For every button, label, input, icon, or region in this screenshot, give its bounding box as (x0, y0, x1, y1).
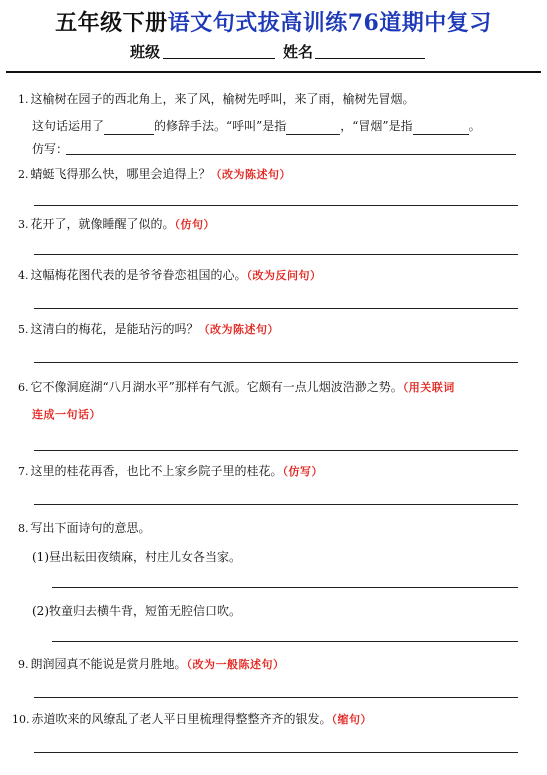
rhetoric-blank[interactable] (104, 120, 154, 135)
question-4 (18, 266, 322, 285)
question-number: 1. (18, 93, 29, 106)
fill-text: 。 (468, 119, 481, 133)
answer-line[interactable] (34, 205, 518, 206)
question-text: 蜻蜓飞得那么快，哪里会追得上？ (30, 167, 211, 181)
answer-line[interactable] (34, 308, 518, 309)
question-instruction: （缩句） (331, 713, 373, 726)
fill-text: 的修辞手法。“呼叫”是指 (154, 119, 287, 133)
title-part2: 语文句式拔高训练76道期中复习 (167, 10, 492, 36)
name-blank[interactable] (315, 58, 425, 59)
answer-line[interactable] (52, 587, 518, 588)
answer-line[interactable] (34, 254, 518, 255)
question-instruction: （仿句） (174, 218, 216, 231)
question-number: 7. (18, 465, 29, 478)
class-blank[interactable] (163, 58, 275, 59)
question-text: 赤道吹来的风缭乱了老人平日里梳理得整整齐齐的银发。 (31, 712, 332, 726)
answer-line[interactable] (66, 154, 516, 155)
question-9 (18, 655, 285, 674)
question-5 (18, 320, 279, 339)
question-number: 5. (18, 323, 29, 336)
question-instruction: （仿写） (282, 465, 324, 478)
page-title (0, 6, 547, 37)
answer-line[interactable] (34, 362, 518, 363)
imitate-label: 仿写： (32, 142, 69, 156)
question-instruction: （改为陈述句） (210, 168, 292, 181)
question-7 (18, 462, 323, 481)
question-text: 它不像洞庭湖“八月湖水平”那样有气派。它颇有一点儿烟波浩渺之势。 (30, 380, 403, 394)
poem-line: (1)昼出耘田夜绩麻，村庄儿女各当家。 (32, 550, 241, 564)
question-8-sub2 (32, 602, 241, 620)
question-number: 2. (18, 168, 29, 181)
question-instruction: （改为陈述句） (198, 323, 280, 336)
answer-line[interactable] (34, 450, 518, 451)
question-text: 写出下面诗句的意思。 (30, 521, 151, 535)
question-instruction: （用关联词 (402, 381, 455, 394)
title-part1: 五年级下册 (55, 10, 168, 36)
class-label: 班级 (130, 43, 161, 61)
question-2 (18, 165, 291, 184)
question-number: 4. (18, 269, 29, 282)
question-1-imitate (32, 140, 68, 158)
question-8-sub1 (32, 548, 241, 566)
fill-text: ，“冒烟”是指 (340, 119, 413, 133)
answer-line[interactable] (34, 504, 518, 505)
question-8 (18, 519, 151, 538)
question-text: 这榆树在园子的西北角上，来了风，榆树先呼叫，来了雨，榆树先冒烟。 (30, 92, 415, 106)
question-number: 10. (12, 713, 30, 726)
question-instruction-cont: 连成一句话） (32, 408, 101, 421)
question-text: 这幅梅花图代表的是爷爷眷恋祖国的心。 (30, 268, 247, 282)
question-number: 8. (18, 522, 29, 535)
header-divider (6, 71, 541, 73)
question-1-fill (32, 117, 481, 135)
question-number: 3. (18, 218, 29, 231)
question-1 (18, 90, 415, 109)
question-text: 朗润园真不能说是赏月胜地。 (30, 657, 187, 671)
question-instruction: （改为一般陈述句） (186, 658, 285, 671)
question-6 (18, 378, 455, 397)
question-number: 6. (18, 381, 29, 394)
answer-line[interactable] (34, 697, 518, 698)
fill-text: 这句话运用了 (32, 119, 105, 133)
question-text: 花开了，就像睡醒了似的。 (30, 217, 175, 231)
question-3 (18, 215, 215, 234)
answer-line[interactable] (52, 641, 518, 642)
name-label: 姓名 (283, 43, 314, 61)
answer-line[interactable] (34, 752, 518, 753)
question-text: 这里的桂花再香，也比不上家乡院子里的桂花。 (30, 464, 283, 478)
huJiao-blank[interactable] (286, 120, 340, 135)
question-instruction: （改为反问句） (246, 269, 322, 282)
question-10 (12, 710, 372, 729)
question-number: 9. (18, 658, 29, 671)
maoYan-blank[interactable] (413, 120, 469, 135)
question-6-cont (32, 405, 101, 424)
question-text: 这清白的梅花，是能玷污的吗？ (30, 322, 199, 336)
poem-line: (2)牧童归去横牛背，短笛无腔信口吹。 (32, 604, 241, 618)
